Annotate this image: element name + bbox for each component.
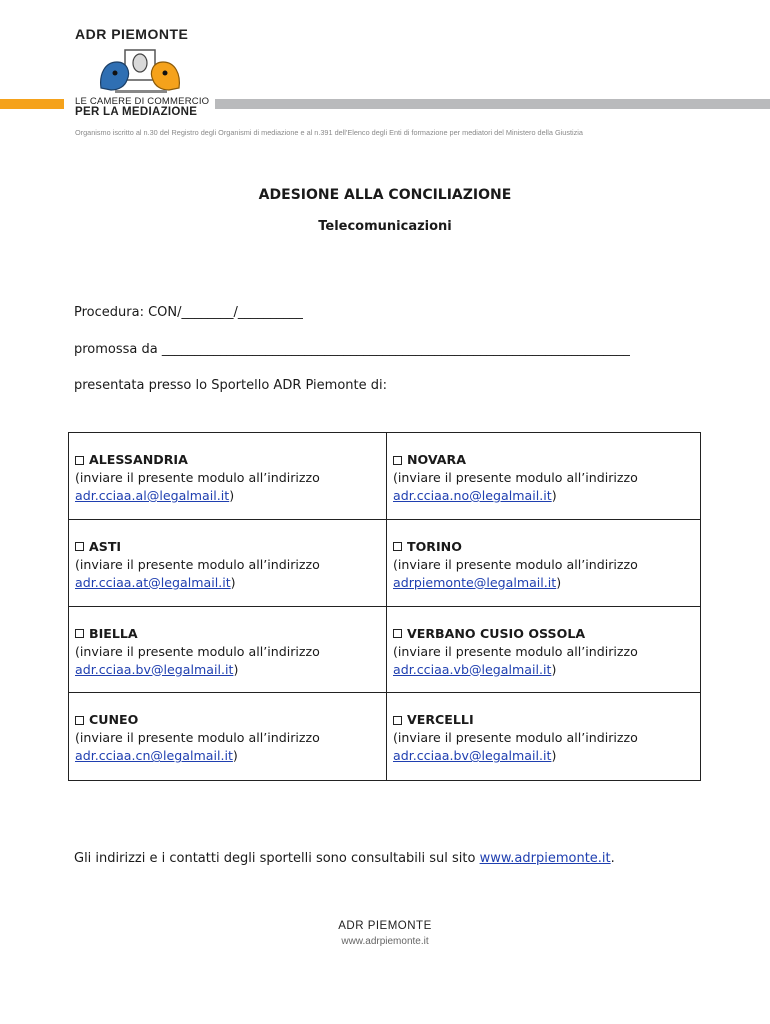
office-note-close: ) [233,661,239,677]
footer-note-text: Gli indirizzi e i contatti degli sportelli sono consultabili sul sito [74,851,480,866]
office-cell-cuneo [69,693,387,780]
office-cell-novara [387,433,700,520]
checkbox-biella[interactable] [75,629,84,638]
office-cell-biella [69,607,387,694]
office-email-link[interactable]: adr.cciaa.at@legalmail.it [75,574,231,590]
office-email-link[interactable]: adr.cciaa.bv@legalmail.it [75,661,234,677]
office-note: (inviare il presente modulo all’indirizzo [75,470,320,485]
checkbox-vercelli[interactable] [393,716,402,725]
checkbox-cuneo[interactable] [75,716,84,725]
document-subtitle: Telecomunicazioni [318,219,452,234]
office-note: (inviare il presente modulo all’indirizzo [393,470,638,485]
office-note: (inviare il presente modulo all’indirizzo [75,556,320,572]
office-note-close: ) [230,574,236,590]
office-cell-vco [387,607,700,694]
footer-note [74,851,615,866]
footer-note-end: . [610,851,615,866]
office-cell-alessandria [69,433,387,520]
office-name: BIELLA [89,625,138,641]
office-note: (inviare il presente modulo all’indirizzo [75,730,320,746]
checkbox-torino[interactable] [393,542,402,551]
logo-faces-icon [95,48,185,94]
office-email-link[interactable]: adrpiemonte@legalmail.it [393,574,557,590]
office-cell-torino [387,520,700,607]
office-cell-asti [69,520,387,607]
checkbox-asti[interactable] [75,542,84,551]
office-email-link[interactable]: adr.cciaa.cn@legalmail.it [75,748,233,764]
office-note-close: ) [232,748,238,764]
office-note-close: ) [551,661,557,677]
header-gray-bar [215,99,770,109]
office-email-link[interactable]: adr.cciaa.vb@legalmail.it [393,661,552,677]
office-name: VERCELLI [407,712,474,728]
office-cell-vercelli [387,693,700,780]
office-name: VERBANO CUSIO OSSOLA [407,625,586,641]
logo-tagline-2: PER LA MEDIAZIONE [75,106,198,118]
logo-brand-text: ADR PIEMONTE [75,26,189,42]
office-note-close: ) [551,748,557,764]
office-name: CUNEO [89,712,139,728]
offices-table [68,432,701,781]
office-email-link[interactable]: adr.cciaa.al@legalmail.it [75,488,230,503]
site-link[interactable]: www.adrpiemonte.it [479,851,611,866]
office-name: NOVARA [407,452,466,467]
document-title: ADESIONE ALLA CONCILIAZIONE [258,187,512,203]
office-note: (inviare il presente modulo all’indirizzo [393,730,638,746]
office-name: ALESSANDRIA [89,452,188,467]
office-name: TORINO [407,538,462,554]
header-accent-bar [0,99,64,109]
office-note-close: ) [556,574,562,590]
office-note: (inviare il presente modulo all’indirizzo [393,643,638,659]
promossa-field[interactable]: promossa da ________________________________________________________________________ [74,342,630,357]
office-note-close: ) [229,488,235,503]
presentata-label: presentata presso lo Sportello ADR Piemonte di: [74,378,387,393]
footer-brand: ADR PIEMONTE [338,920,432,932]
office-name: ASTI [89,538,122,554]
footer-url: www.adrpiemonte.it [341,936,429,947]
checkbox-alessandria[interactable] [75,456,84,465]
office-note: (inviare il presente modulo all’indirizzo [393,556,638,572]
organization-note: Organismo iscritto al n.30 del Registro degli Organismi di mediazione e al n.391 dell'Elenco degli Enti di formazione per mediatori del Ministero della Giustizia [75,128,583,137]
logo-tagline-1: LE CAMERE DI COMMERCIO [75,96,210,107]
checkbox-vco[interactable] [393,629,402,638]
office-email-link[interactable]: adr.cciaa.no@legalmail.it [393,488,552,503]
office-note: (inviare il presente modulo all’indirizzo [75,643,320,659]
procedura-field[interactable]: Procedura: CON/________/__________ [74,305,303,320]
office-email-link[interactable]: adr.cciaa.bv@legalmail.it [393,748,552,764]
checkbox-novara[interactable] [393,456,402,465]
office-note-close: ) [551,488,557,503]
